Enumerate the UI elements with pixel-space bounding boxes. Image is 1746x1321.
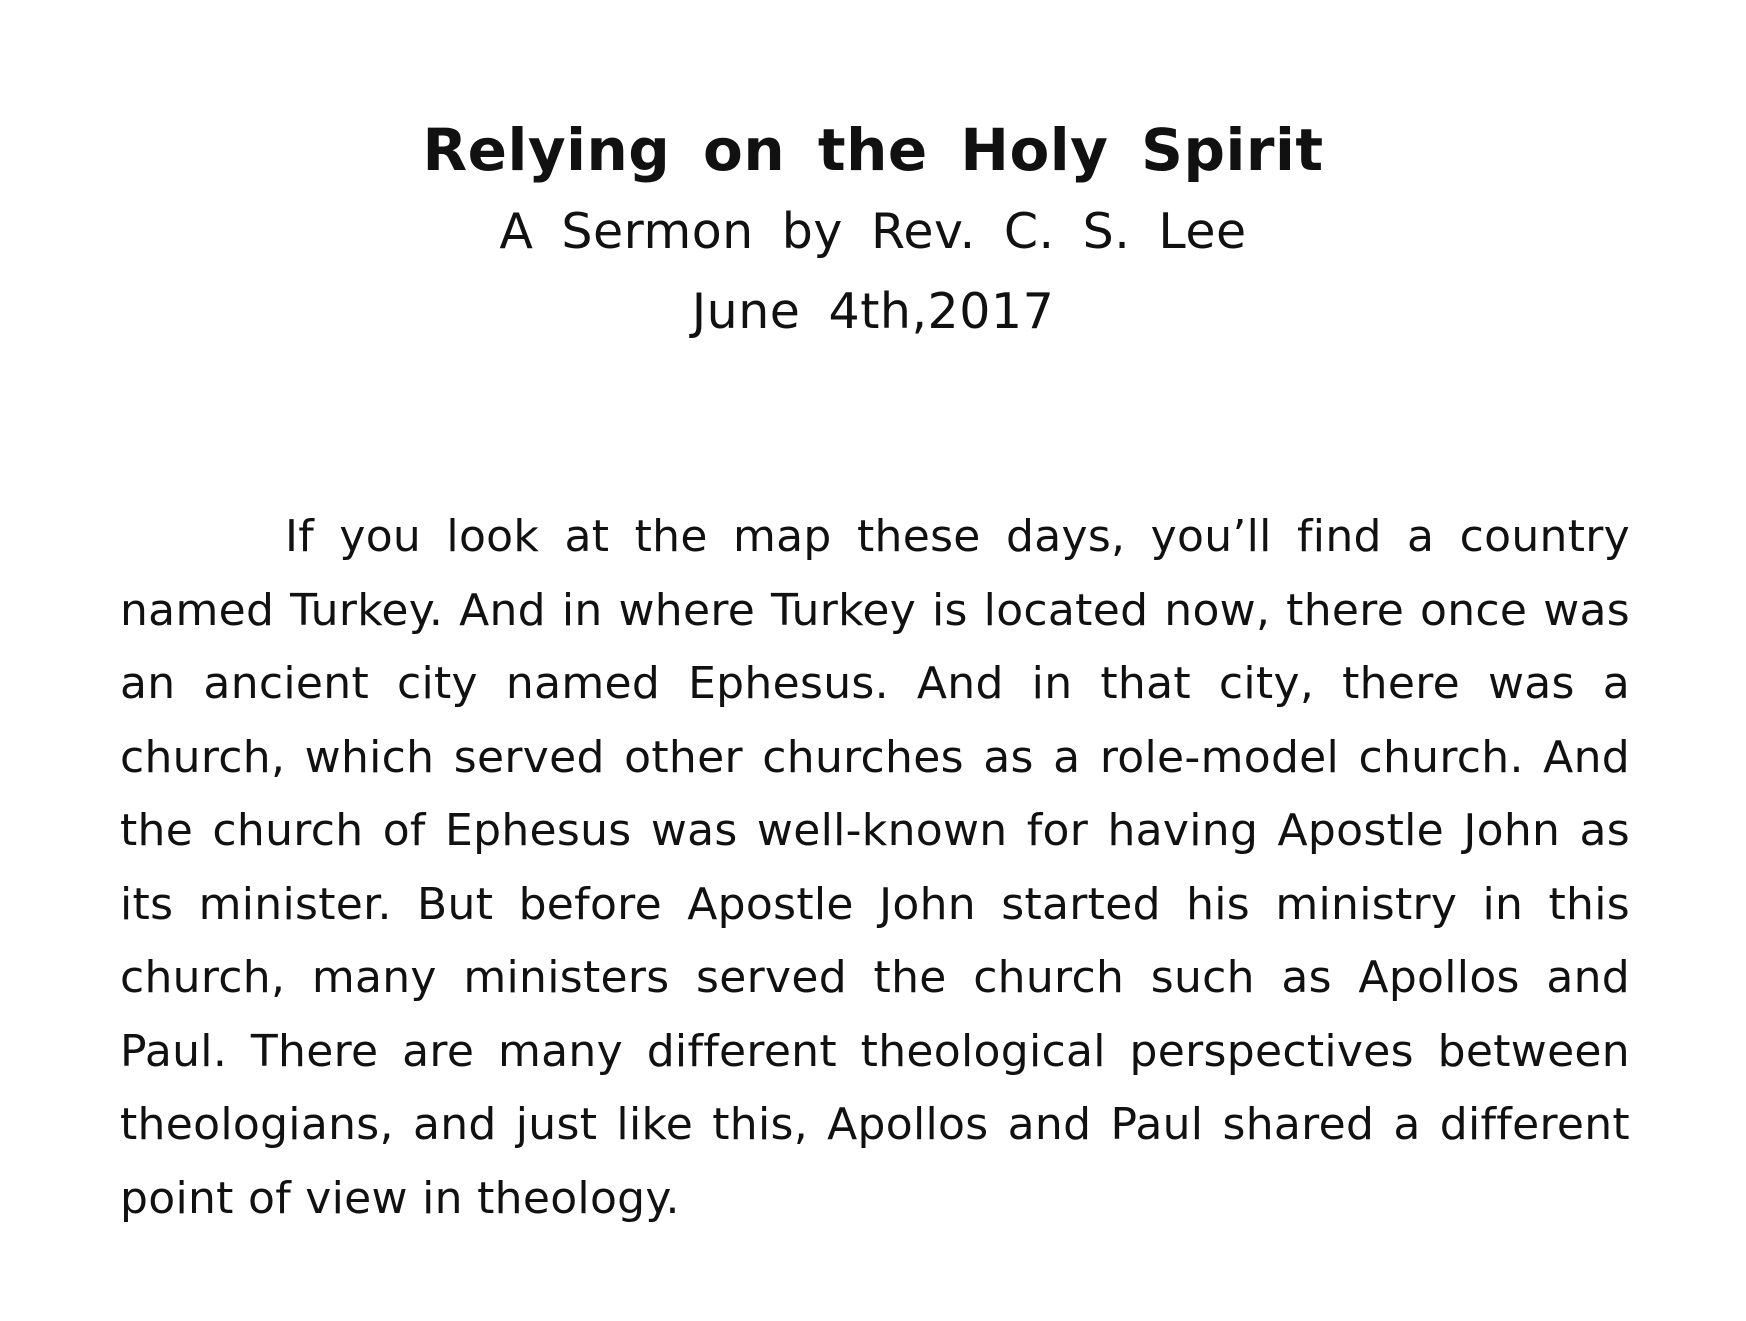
sermon-author: A Sermon by Rev. C. S. Lee (499, 203, 1247, 260)
document-header (0, 108, 1746, 352)
sermon-date: June 4th,2017 (691, 283, 1055, 340)
sermon-title: Relying on the Holy Spirit (422, 116, 1324, 184)
sermon-paragraph: If you look at the map these days, you’ll find a country named Turkey. And in where Turkey is located now, there once was an ancient city named Ephesus. And in that city, there was a church, which served other churches as a role-model church. And the church of Ephesus was well-known for having Apostle John as its minister. But before Apostle John started his ministry in this church, many ministers served the church such as Apollos and Paul. There are many different theological perspectives between theologians, and just like this, Apollos and Paul shared a different point of view in theology. (120, 511, 1630, 1224)
